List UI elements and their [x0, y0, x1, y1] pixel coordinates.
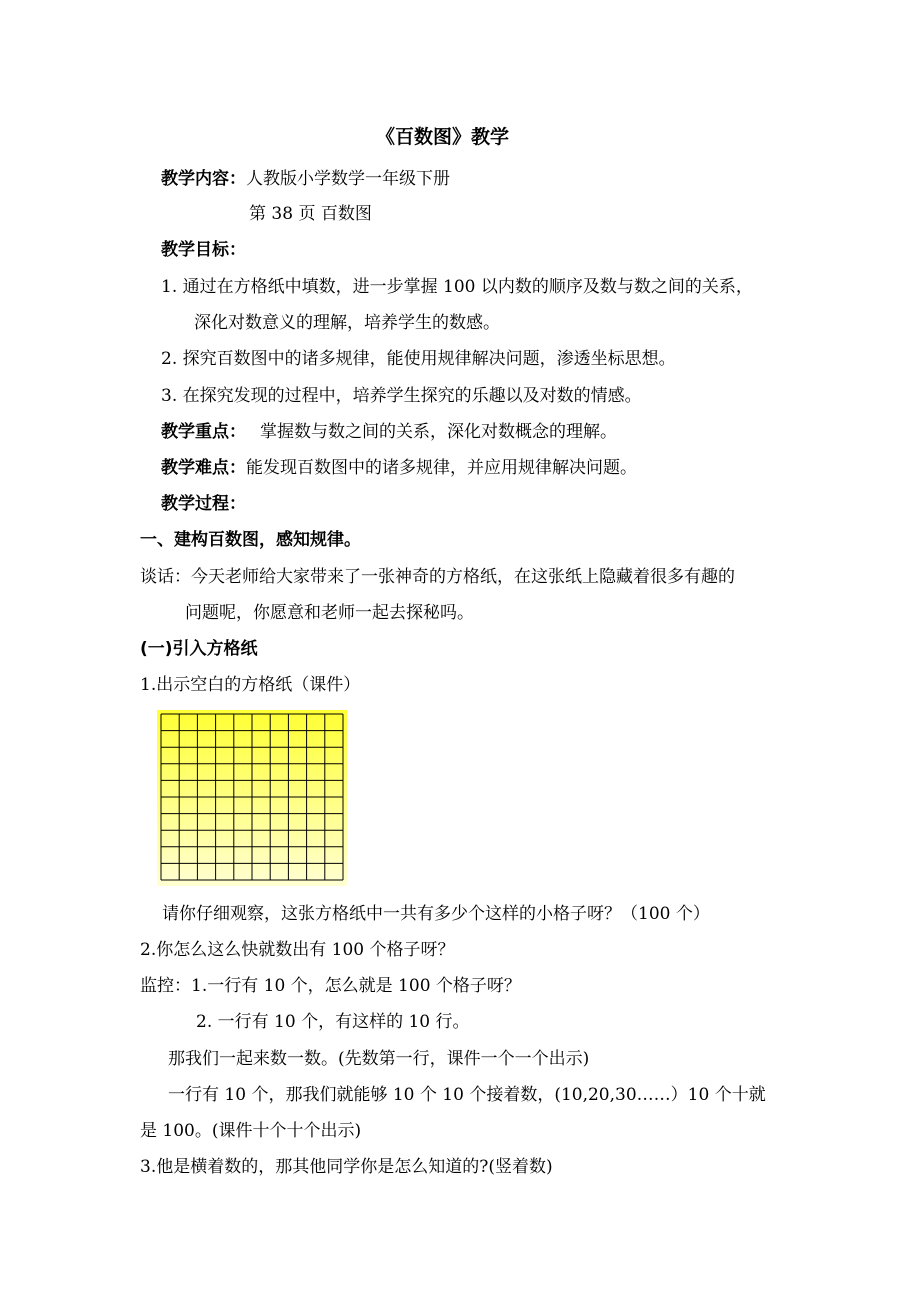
content-text: 人教版小学数学一年级下册: [246, 169, 450, 189]
monitor-2: 2. 一行有 10 个，有这样的 10 行。: [196, 1012, 470, 1032]
tens-line-1: 一行有 10 个，那我们就能够 10 个 10 个接着数，(10,20,30……）10 个十就: [168, 1085, 766, 1105]
goal-item-1: 1. 通过在方格纸中填数，进一步掌握 100 以内数的顺序及数与数之间的关系，: [161, 277, 753, 297]
difficult-point-text: 能发现百数图中的诸多规律，并应用规律解决问题。: [246, 458, 637, 478]
tens-line-2: 是 100。(课件十个十个出示): [140, 1121, 362, 1141]
content-label: 教学内容：: [161, 169, 246, 189]
key-point-text: 掌握数与数之间的关系，深化对数概念的理解。: [260, 422, 617, 442]
step-1: 1.出示空白的方格纸（课件）: [140, 675, 361, 695]
goal-item-2: 2. 探究百数图中的诸多规律，能使用规律解决问题，渗透坐标思想。: [161, 349, 676, 369]
goal-item-1-cont: 深化对数意义的理解，培养学生的数感。: [194, 313, 500, 333]
count-line: 那我们一起来数一数。(先数第一行，课件一个一个出示): [168, 1049, 590, 1069]
key-point-line: [161, 421, 617, 443]
goals-label: 教学目标：: [161, 240, 246, 260]
goal-item-3: 3. 在探究发现的过程中，培养学生探究的乐趣以及对数的情感。: [161, 386, 642, 406]
section-heading: 一、建构百数图，感知规律。: [140, 530, 361, 550]
sub-heading: (一)引入方格纸: [140, 639, 258, 659]
talk-line-2: 问题呢，你愿意和老师一起去探秘吗。: [185, 603, 474, 623]
talk-line-1: 谈话：今天老师给大家带来了一张神奇的方格纸，在这张纸上隐藏着很多有趣的: [140, 567, 735, 587]
question-1: 请你仔细观察，这张方格纸中一共有多少个这样的小格子呀？（100 个）: [162, 904, 710, 924]
step-3: 3.他是横着数的，那其他同学你是怎么知道的?(竖着数): [140, 1157, 553, 1177]
page-ref: 第 38 页 百数图: [249, 204, 372, 224]
monitor-1: 监控：1.一行有 10 个，怎么就是 100 个格子呀？: [140, 976, 521, 996]
key-point-label: 教学重点：: [161, 422, 246, 442]
blank-grid-image: [157, 710, 347, 886]
difficult-point-label: 教学难点：: [161, 458, 246, 478]
difficult-point-line: [161, 457, 637, 479]
step-2: 2.你怎么这么快就数出有 100 个格子呀？: [140, 940, 455, 960]
process-label: 教学过程：: [161, 494, 246, 514]
document-title: 《百数图》教学: [376, 126, 510, 148]
content-line: [161, 168, 450, 190]
grid-lines: [157, 710, 347, 886]
